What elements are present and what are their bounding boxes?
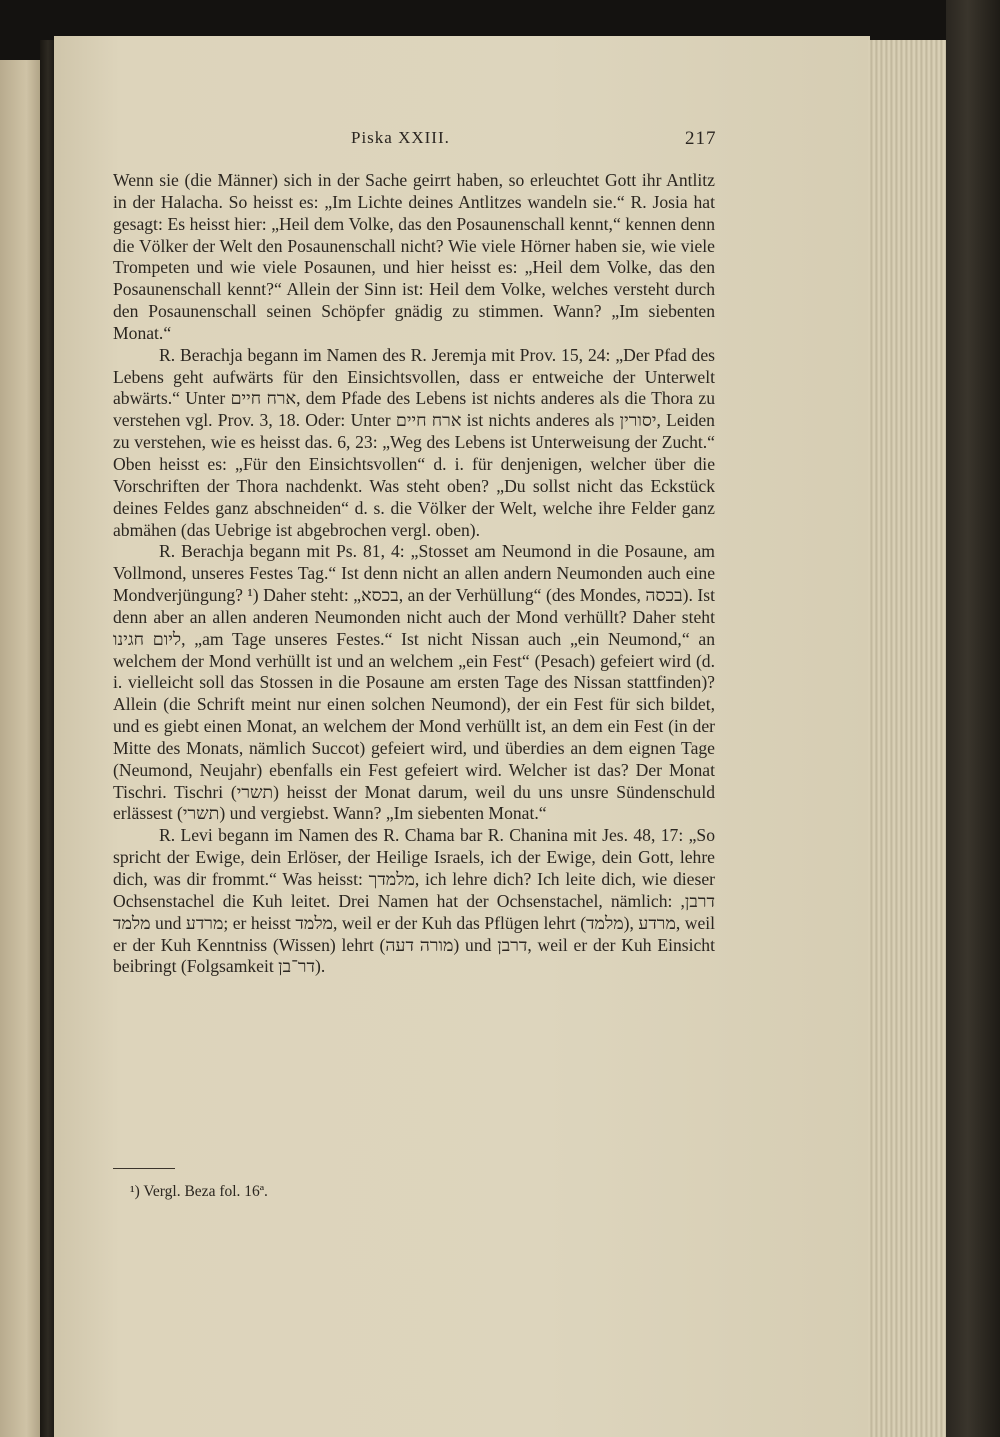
paragraph-3: R. Berachja begann mit Ps. 81, 4: „Stosset am Neumond in die Posaune, am Vollmond, unseres Festes Tag.“ Ist denn nicht an allen andern Neumonden auch eine Mondverjüngung? ¹) Daher steht: „בכסא, an der Verhüllung“ (des Mondes, בכסה). Ist denn aber an allen anderen Neumonden nicht auch der Mond verhüllt? Daher steht ליום חגינו, „am Tage unseres Festes.“ Ist nicht Nissan auch „ein Neumond,“ an welchem der Mond verhüllt ist und an welchem „ein Fest“ (Pesach) gefeiert wird (d. i. vielleicht soll das Stossen in die Posaune am ersten Tage des Nissan stattfinden)? Allein (die Schrift meint nur einen solchen Neumond), der ein Fest für sich bildet, und es giebt einen Monat, an welchem der Mond verhüllt ist, an dem ein Fest (in der Mitte des Monats, nämlich Succot) gefeiert wird, und überdies an dem eignen Tage (Neumond, Neujahr) ebenfalls ein Fest gefeiert wird. Welcher ist das? Der Monat Tischri. Tischri (תשרי) heisst der Monat darum, weil du uns unsre Sündenschuld erlässest (תשרי) und vergiebst. Wann? „Im siebenten Monat.“ [113,541,716,824]
page-number: 217 [685,128,717,149]
footnote-rule [113,1168,175,1169]
paragraph-2: R. Berachja begann im Namen des R. Jeremja mit Prov. 15, 24: „Der Pfad des Lebens geht aufwärts für den Einsichtsvollen, dass er entweiche der Unterwelt abwärts.“ Unter ארח חיים, dem Pfade des Lebens ist nichts anderes als die Thora zu verstehen vgl. Prov. 3, 18. Oder: Unter ארח חיים ist nichts anderes als יסורין, Leiden zu verstehen, wie es heisst das. 6, 23: „Weg des Lebens ist Unterweisung der Zucht.“ Oben heisst es: „Für den Einsichtsvollen“ d. i. für denjenigen, welcher über die Vorschriften der Thora nachdenkt. Was steht oben? „Du sollst nicht das Eckstück deines Feldes ganz abschneiden“ d. s. die Völker der Welt, welche ihre Felder ganz abmähen (das Uebrige ist abgebrochen vergl. oben). [113,344,715,540]
left-page-edge [0,60,44,1437]
book-cover-edge [946,0,1000,1437]
footnote-marker: ¹) [130,1183,140,1200]
body-text [113,170,715,978]
paragraph-4: R. Levi begann im Namen des R. Chama bar R. Chanina mit Jes. 48, 17: „So spricht der Ewige, dein Erlöser, der Heilige Israels, ich der Ewige, dein Gott, lehre dich, was dir frommt.“ Was heisst: מלמדך, ich lehre dich? Ich leite dich, wie dieser Ochsenstachel die Kuh leitet. Drei Namen hat der Ochsenstachel, nämlich: דרבן, מלמד und מרדע; er heisst מלמד, weil er der Kuh das Pflügen lehrt (מלמד), מרדע, weil er der Kuh Kenntniss (Wissen) lehrt (מורה דעה) und דרבן, weil er der Kuh Einsicht beibringt (Folgsamkeit דר־בן). [113,825,716,977]
footnote-text: Vergl. Beza fol. 16ª. [143,1183,268,1200]
paragraph-1: Wenn sie (die Männer) sich in der Sache geirrt haben, so erleuchtet Gott ihr Antlitz in der Halacha. So heisst es: „Im Lichte deines Antlitzes wandeln sie.“ R. Josia hat gesagt: Es heisst hier: „Heil dem Volke, das den Posaunenschall kennt,“ kennen denn die Völker der Welt den Posaunenschall nicht? Wie viele Hörner haben sie, wie viele Trompeten und wie viele Posaunen, und hier heisst es: „Heil dem Volke, das den Posaunenschall kennt?“ Allein der Sinn ist: Heil dem Volke, welches versteht durch den Posaunenschall seinen Schöpfer gnädig zu stimmen. Wann? „Im siebenten Monat.“ [113,170,715,343]
section-title: Piska XXIII. [351,128,450,147]
footnote [130,1183,268,1201]
page-edges [868,40,948,1437]
